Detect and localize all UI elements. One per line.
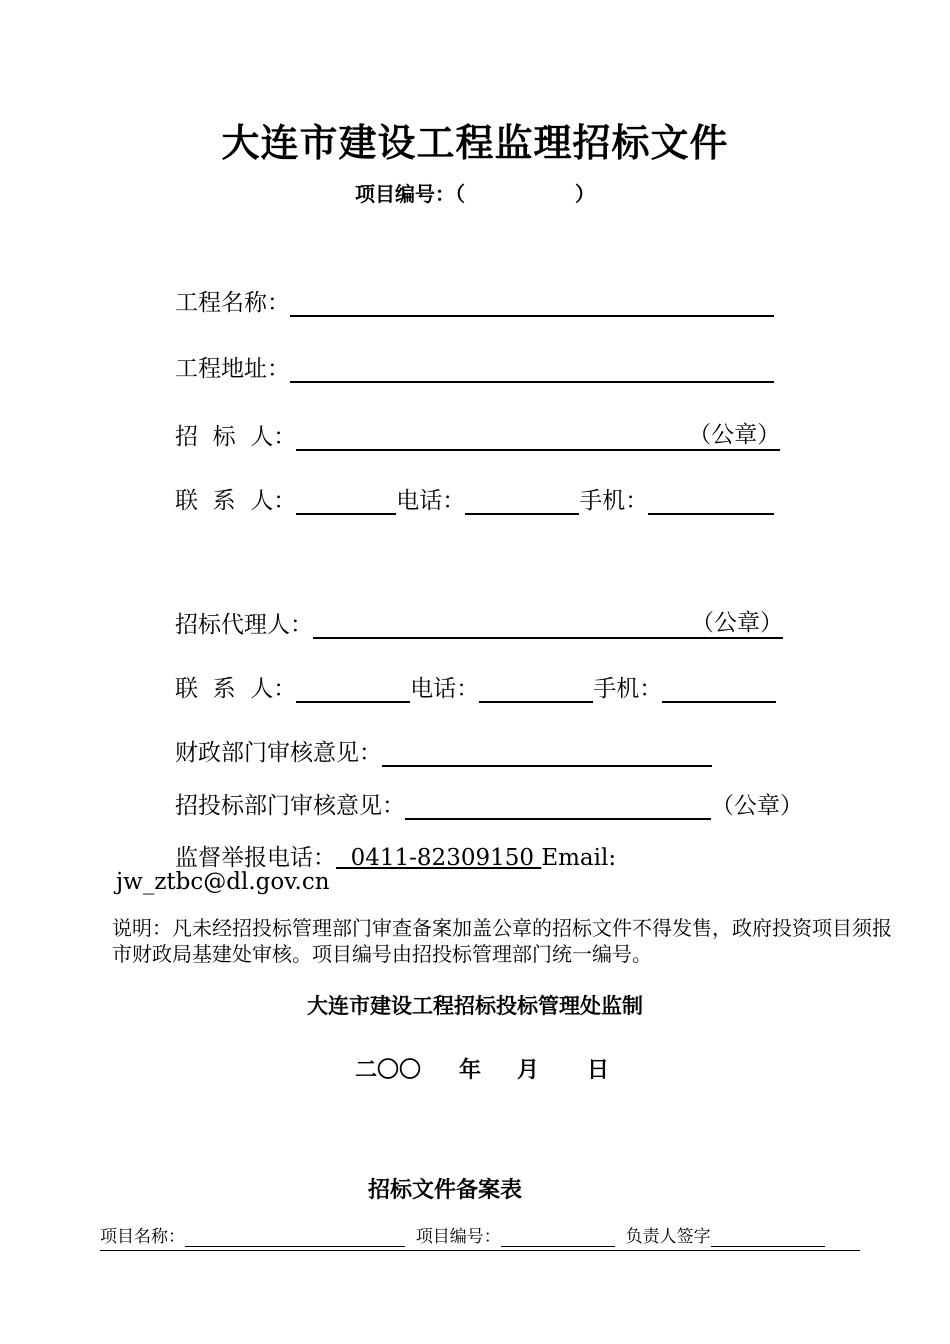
contact-label: 联 系 人： — [175, 488, 297, 514]
tenderer-row — [175, 416, 780, 451]
project-number-close: ） — [575, 182, 595, 206]
tenderer-label: 招 标 人： — [175, 424, 297, 450]
date-day: 日 — [587, 1058, 610, 1083]
project-address-field[interactable] — [290, 355, 774, 383]
supervision-phone-number: 0411-82309150 — [336, 845, 542, 871]
contact-field[interactable] — [296, 487, 396, 515]
agent-label: 招标代理人： — [175, 612, 313, 638]
mobile-label: 手机： — [579, 488, 649, 514]
date-year: 年 — [459, 1058, 482, 1083]
record-project-name-field[interactable] — [185, 1226, 405, 1247]
agent-row — [175, 604, 783, 639]
agent-contact-label: 联 系 人： — [175, 676, 297, 702]
agent-field[interactable] — [313, 604, 783, 639]
project-number-label: 项目编号： — [355, 182, 455, 206]
agent-seal: （公章） — [691, 610, 783, 636]
agent-mobile-label: 手机： — [593, 676, 663, 702]
tenderer-field[interactable] — [296, 416, 780, 451]
project-address-label: 工程地址： — [175, 356, 290, 382]
agent-phone-label: 电话： — [410, 676, 480, 702]
email-label: Email: — [541, 845, 617, 871]
project-name-label: 工程名称： — [175, 290, 290, 316]
record-project-no-label: 项目编号： — [415, 1227, 501, 1247]
phone-label: 电话： — [396, 488, 466, 514]
phone-field[interactable] — [465, 487, 579, 515]
agent-contact-field[interactable] — [296, 675, 410, 703]
agent-contact-row — [175, 670, 776, 703]
mobile-field[interactable] — [648, 487, 774, 515]
project-number — [0, 178, 950, 207]
date-prefix: 二〇〇 — [355, 1058, 422, 1083]
document-title: 大连市建设工程监理招标文件 — [221, 121, 729, 165]
supervision-phone-label: 监督举报电话： — [175, 845, 336, 871]
agent-mobile-field[interactable] — [662, 675, 776, 703]
project-address-row — [175, 350, 774, 383]
note-text: 说明：凡未经招投标管理部门审查备案加盖公章的招标文件不得发售，政府投资项目须报市财政局基建处审核。项目编号由招投标管理部门统一编号。 — [112, 916, 892, 966]
email-value: jw_ztbc@dl.gov.cn — [116, 869, 330, 895]
tender-admin-seal: （公章） — [711, 793, 803, 819]
tender-admin-review-row — [175, 787, 803, 820]
date-month: 月 — [517, 1058, 540, 1083]
finance-review-field[interactable] — [382, 739, 712, 767]
record-project-no-field[interactable] — [501, 1226, 615, 1247]
record-row — [100, 1222, 825, 1247]
project-number-open: （ — [455, 182, 465, 206]
supervising-org: 大连市建设工程招标投标管理处监制 — [307, 994, 643, 1018]
record-project-name-label: 项目名称： — [100, 1227, 185, 1247]
tenderer-seal: （公章） — [688, 422, 781, 448]
finance-review-row — [175, 734, 712, 767]
agent-phone-field[interactable] — [479, 675, 593, 703]
project-name-row — [175, 284, 774, 317]
tenderer-contact-row — [175, 482, 774, 515]
supervision-row — [175, 839, 616, 872]
bottom-rule — [100, 1250, 860, 1251]
record-table-title: 招标文件备案表 — [367, 1178, 522, 1203]
tender-admin-review-field[interactable] — [405, 792, 711, 820]
project-name-field[interactable] — [290, 289, 774, 317]
finance-review-label: 财政部门审核意见： — [175, 740, 382, 766]
record-signature-field[interactable] — [711, 1226, 825, 1247]
record-signature-label: 负责人签字 — [625, 1227, 711, 1247]
tender-admin-review-label: 招投标部门审核意见： — [175, 793, 405, 819]
date-line — [355, 1053, 609, 1084]
